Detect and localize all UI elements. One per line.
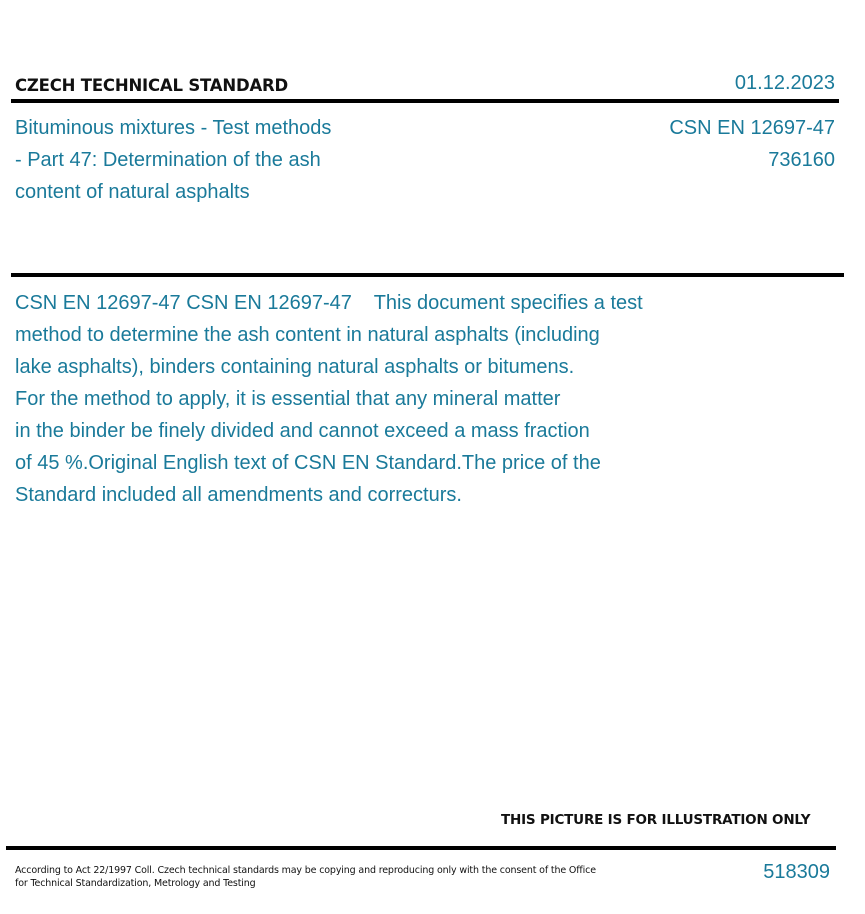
classification-number: 736160 [768,149,835,171]
standard-codes [669,112,835,176]
standard-title [15,112,375,208]
middle-divider [11,273,844,277]
description-line: in the binder be finely divided and cannot exceed a mass fraction [15,420,590,442]
document-number: 518309 [763,861,830,883]
standard-code: CSN EN 12697-47 [669,117,835,139]
legal-notice [15,864,615,890]
title-line: - Part 47: Determination of the ash [15,149,321,171]
description-line: For the method to apply, it is essential that any mineral matter [15,388,561,410]
standard-description [15,287,705,511]
description-line: method to determine the ash content in natural asphalts (including [15,324,600,346]
title-line: content of natural asphalts [15,181,250,203]
bottom-divider [6,846,836,850]
standard-type-label: CZECH TECHNICAL STANDARD [15,76,289,95]
title-line: Bituminous mixtures - Test methods [15,117,332,139]
top-divider [11,99,839,103]
description-line: of 45 %.Original English text of CSN EN Standard.The price of the [15,452,601,474]
description-line: lake asphalts), binders containing natural asphalts or bitumens. [15,356,575,378]
legal-line: for Technical Standardization, Metrology and Testing [15,878,256,889]
illustration-disclaimer: THIS PICTURE IS FOR ILLUSTRATION ONLY [501,812,811,828]
description-line: CSN EN 12697-47 CSN EN 12697-47 This document specifies a test [15,292,643,314]
legal-line: According to Act 22/1997 Coll. Czech technical standards may be copying and reproducing only with the consent of the Office [15,865,596,876]
description-line: Standard included all amendments and correcturs. [15,484,462,506]
publication-date: 01.12.2023 [734,72,835,94]
